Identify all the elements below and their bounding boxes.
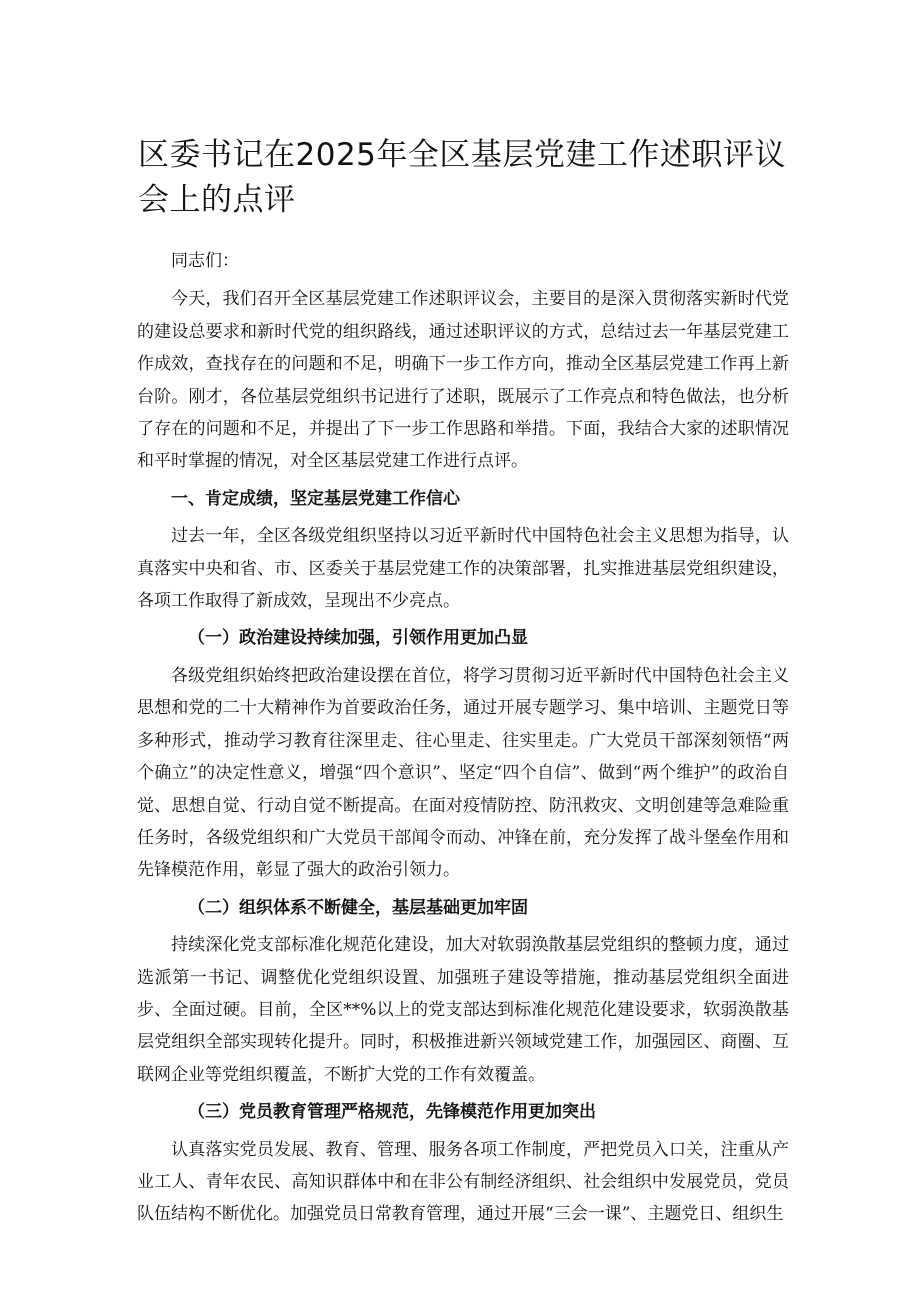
document-title: 区委书记在2025年全区基层党建工作述职评议会上的点评	[138, 137, 786, 218]
subsection-1-paragraph: 各级党组织始终把政治建设摆在首位，将学习贯彻习近平新时代中国特色社会主义思想和党的二十大精神作为首要政治任务，通过开展专题学习、集中培训、主题党日等多种形式，推动学习教育往深里走、往心里走、往实里走。广大党员干部深刻领悟“两个确立”的决定性意义，增强“四个意识”、坚定“四个自信”、做到“两个维护”的政治自觉、思想自觉、行动自觉不断提高。在面对疫情防控、防汛救灾、文明创建等急难险重任务时，各级党组织和广大党员干部闻令而动、冲锋在前，充分发挥了战斗堡垒作用和先锋模范作用，彰显了强大的政治引领力。	[137, 665, 789, 881]
intro-paragraph: 今天，我们召开全区基层党建工作述职评议会，主要目的是深入贯彻落实新时代党的建设总要求和新时代党的组织路线，通过述职评议的方式，总结过去一年基层党建工作成效，查找存在的问题和不足，明确下一步工作方向，推动全区基层党建工作再上新台阶。刚才，各位基层党组织书记进行了述职，既展示了工作亮点和特色做法，也分析了存在的问题和不足，并提出了下一步工作思路和举措。下面，我结合大家的述职情况和平时掌握的情况，对全区基层党建工作进行点评。	[137, 289, 789, 472]
section-heading-1: 一、肯定成绩，坚定基层党建工作信心	[171, 488, 460, 509]
section-1-paragraph: 过去一年，全区各级党组织坚持以习近平新时代中国特色社会主义思想为指导，认真落实中央和省、市、区委关于基层党建工作的决策部署，扎实推进基层党组织建设，各项工作取得了新成效，呈现出不少亮点。	[137, 526, 789, 612]
subsection-2-paragraph: 持续深化党支部标准化规范化建设，加大对软弱涣散基层党组织的整顿力度，通过选派第一书记、调整优化党组织设置、加强班子建设等措施，推动基层党组织全面进步、全面过硬。目前，全区**%以上的党支部达到标准化规范化建设要求，软弱涣散基层党组织全部实现转化提升。同时，积极推进新兴领域党建工作，加强园区、商圈、互联网企业等党组织覆盖，不断扩大党的工作有效覆盖。	[137, 935, 789, 1085]
subsection-heading-1: （一）政治建设持续加强，引领作用更加凸显	[188, 628, 528, 649]
subsection-heading-3: （三）党员教育管理严格规范，先锋模范作用更加突出	[188, 1102, 596, 1123]
salutation: 同志们：	[171, 251, 239, 271]
subsection-3-paragraph: 认真落实党员发展、教育、管理、服务各项工作制度，严把党员入口关，注重从产业工人、青年农民、高知识群体中和在非公有制经济组织、社会组织中发展党员，党员队伍结构不断优化。加强党员日常教育管理，通过开展“三会一课”、主题党日、组织生	[137, 1139, 789, 1225]
document-body	[137, 245, 789, 1231]
subsection-heading-2: （二）组织体系不断健全，基层基础更加牢固	[188, 897, 528, 918]
